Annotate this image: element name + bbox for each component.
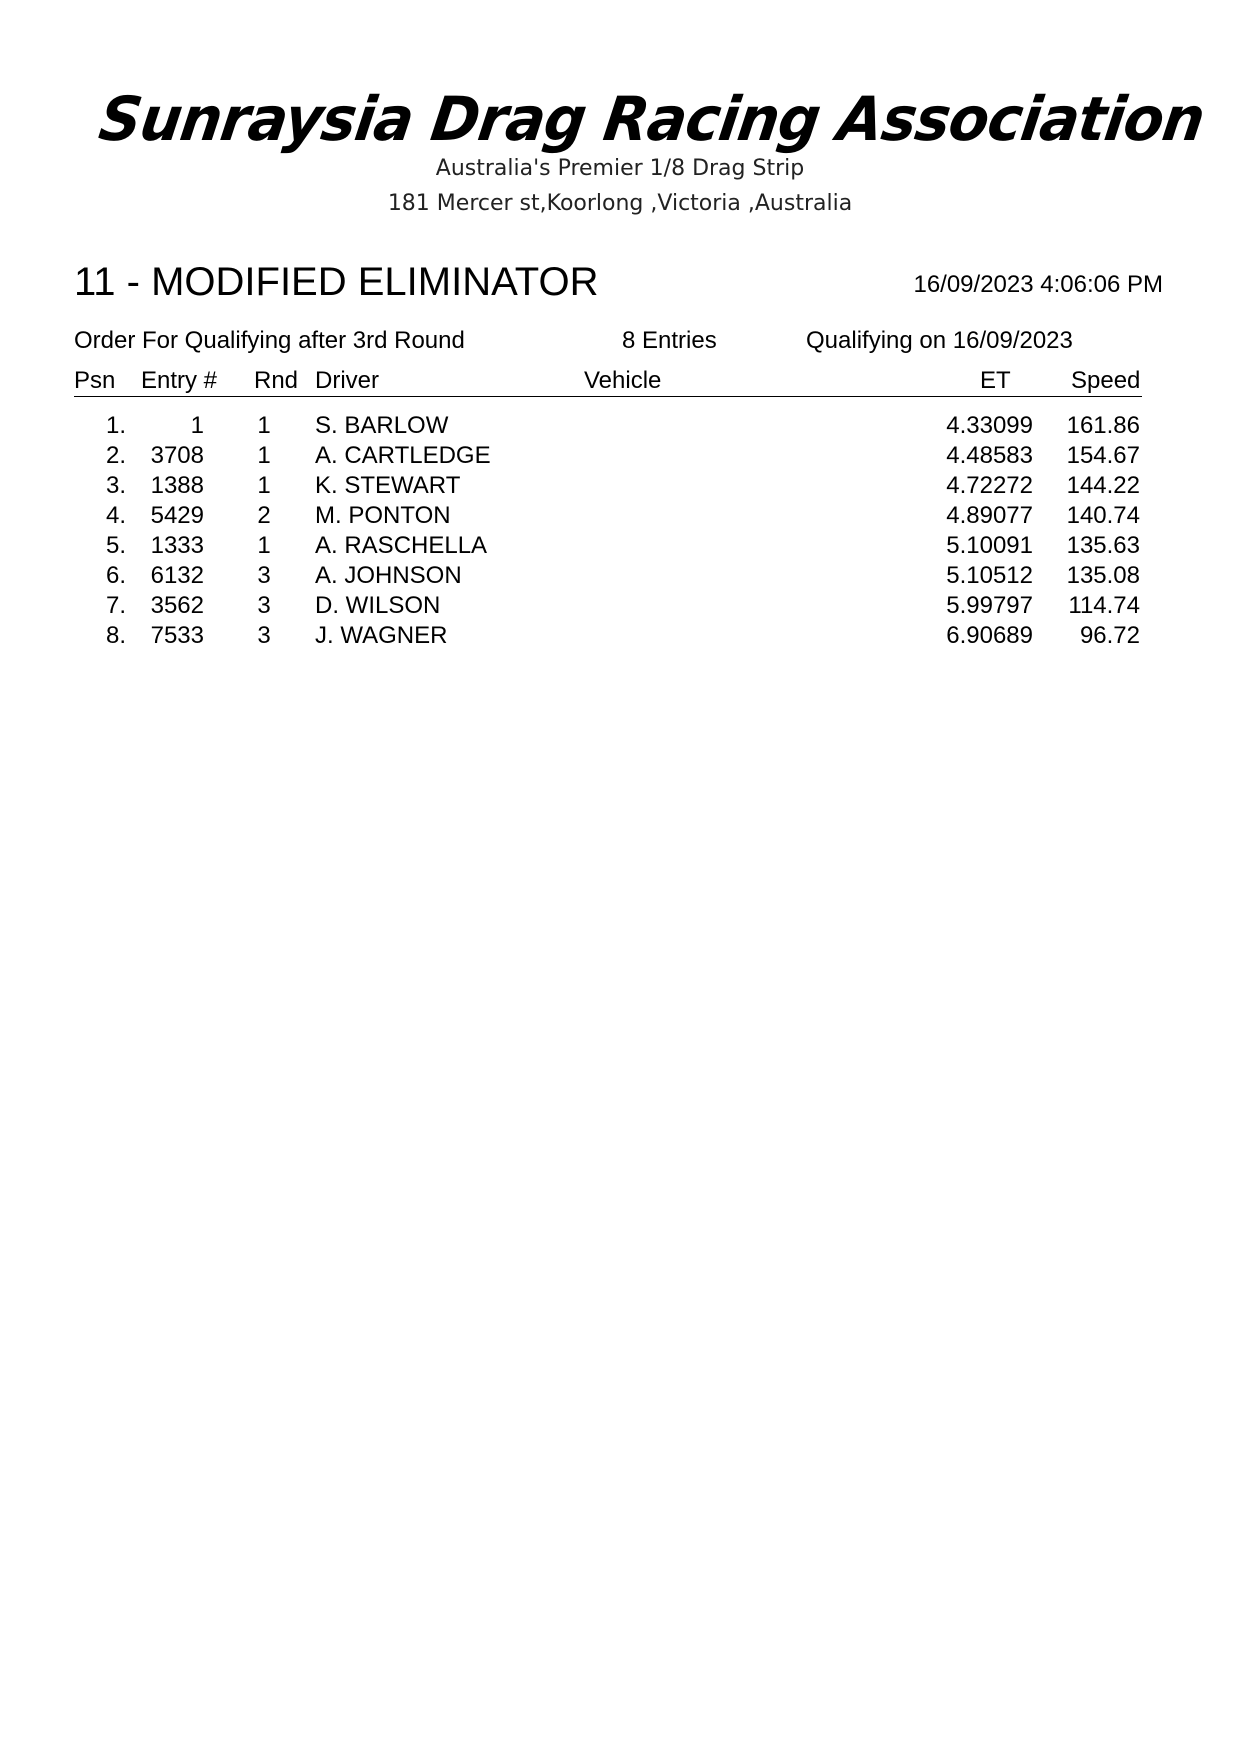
- logo-text: Sunraysia Drag Racing Association: [94, 83, 1209, 155]
- column-header-driver: Driver: [315, 367, 379, 394]
- row-et: 4.48583: [946, 442, 1033, 469]
- row-driver: A. JOHNSON: [315, 562, 462, 589]
- table-row: [0, 441, 1240, 471]
- row-speed: 135.08: [1066, 562, 1140, 589]
- row-entry-number: 3708: [150, 442, 204, 469]
- row-position: 6.: [105, 562, 126, 589]
- row-speed: 154.67: [1066, 442, 1140, 469]
- row-round: 1: [257, 412, 271, 439]
- row-round: 1: [257, 532, 271, 559]
- row-speed: 114.74: [1068, 592, 1140, 619]
- column-header-speed: Speed: [1071, 367, 1141, 394]
- row-entry-number: 7533: [150, 622, 204, 649]
- table-row: [0, 411, 1240, 441]
- row-et: 5.10091: [946, 532, 1033, 559]
- row-driver: D. WILSON: [315, 592, 441, 619]
- table-row: [0, 531, 1240, 561]
- row-position: 1.: [105, 412, 126, 439]
- row-driver: K. STEWART: [315, 472, 461, 499]
- row-round: 1: [257, 472, 271, 499]
- row-round: 2: [257, 502, 271, 529]
- row-et: 4.33099: [946, 412, 1033, 439]
- row-et: 5.99797: [946, 592, 1033, 619]
- row-driver: J. WAGNER: [315, 622, 448, 649]
- row-driver: A. CARTLEDGE: [315, 442, 491, 469]
- row-round: 1: [257, 442, 271, 469]
- row-et: 4.89077: [946, 502, 1033, 529]
- row-entry-number: 3562: [150, 592, 204, 619]
- row-position: 5.: [105, 532, 126, 559]
- row-speed: 135.63: [1066, 532, 1140, 559]
- qualifying-order-text: Order For Qualifying after 3rd Round: [74, 327, 465, 354]
- header-underline: [74, 396, 1142, 397]
- column-header-entry: Entry #: [141, 367, 218, 394]
- table-row: [0, 501, 1240, 531]
- qualifying-date: Qualifying on 16/09/2023: [806, 327, 1073, 354]
- row-entry-number: 1388: [150, 472, 204, 499]
- table-row: [0, 561, 1240, 591]
- column-header-vehicle: Vehicle: [584, 367, 662, 394]
- column-header-et: ET: [980, 367, 1011, 394]
- tagline: Australia's Premier 1/8 Drag Strip: [435, 156, 805, 181]
- entries-count: 8 Entries: [622, 327, 717, 354]
- row-speed: 161.86: [1066, 412, 1140, 439]
- class-title: 11 - MODIFIED ELIMINATOR: [74, 260, 599, 304]
- row-round: 3: [257, 592, 271, 619]
- row-position: 3.: [105, 472, 126, 499]
- association-logo: [94, 83, 1209, 155]
- row-et: 5.10512: [946, 562, 1033, 589]
- row-driver: S. BARLOW: [315, 412, 449, 439]
- column-header-psn: Psn: [74, 367, 116, 394]
- row-entry-number: 1: [190, 412, 204, 439]
- table-row: [0, 471, 1240, 501]
- row-round: 3: [257, 622, 271, 649]
- row-position: 4.: [105, 502, 126, 529]
- report-timestamp: 16/09/2023 4:06:06 PM: [913, 271, 1163, 298]
- row-et: 6.90689: [946, 622, 1033, 649]
- row-position: 7.: [105, 592, 126, 619]
- row-position: 2.: [105, 442, 126, 469]
- row-entry-number: 5429: [150, 502, 204, 529]
- row-speed: 144.22: [1066, 472, 1140, 499]
- row-round: 3: [257, 562, 271, 589]
- column-header-rnd: Rnd: [254, 367, 299, 394]
- table-row: [0, 621, 1240, 651]
- row-driver: A. RASCHELLA: [315, 532, 488, 559]
- row-et: 4.72272: [946, 472, 1033, 499]
- row-position: 8.: [105, 622, 126, 649]
- address: 181 Mercer st,Koorlong ,Victoria ,Australia: [387, 191, 853, 216]
- row-entry-number: 6132: [150, 562, 204, 589]
- row-driver: M. PONTON: [315, 502, 451, 529]
- table-row: [0, 591, 1240, 621]
- row-speed: 96.72: [1079, 622, 1140, 649]
- row-speed: 140.74: [1066, 502, 1140, 529]
- row-entry-number: 1333: [150, 532, 204, 559]
